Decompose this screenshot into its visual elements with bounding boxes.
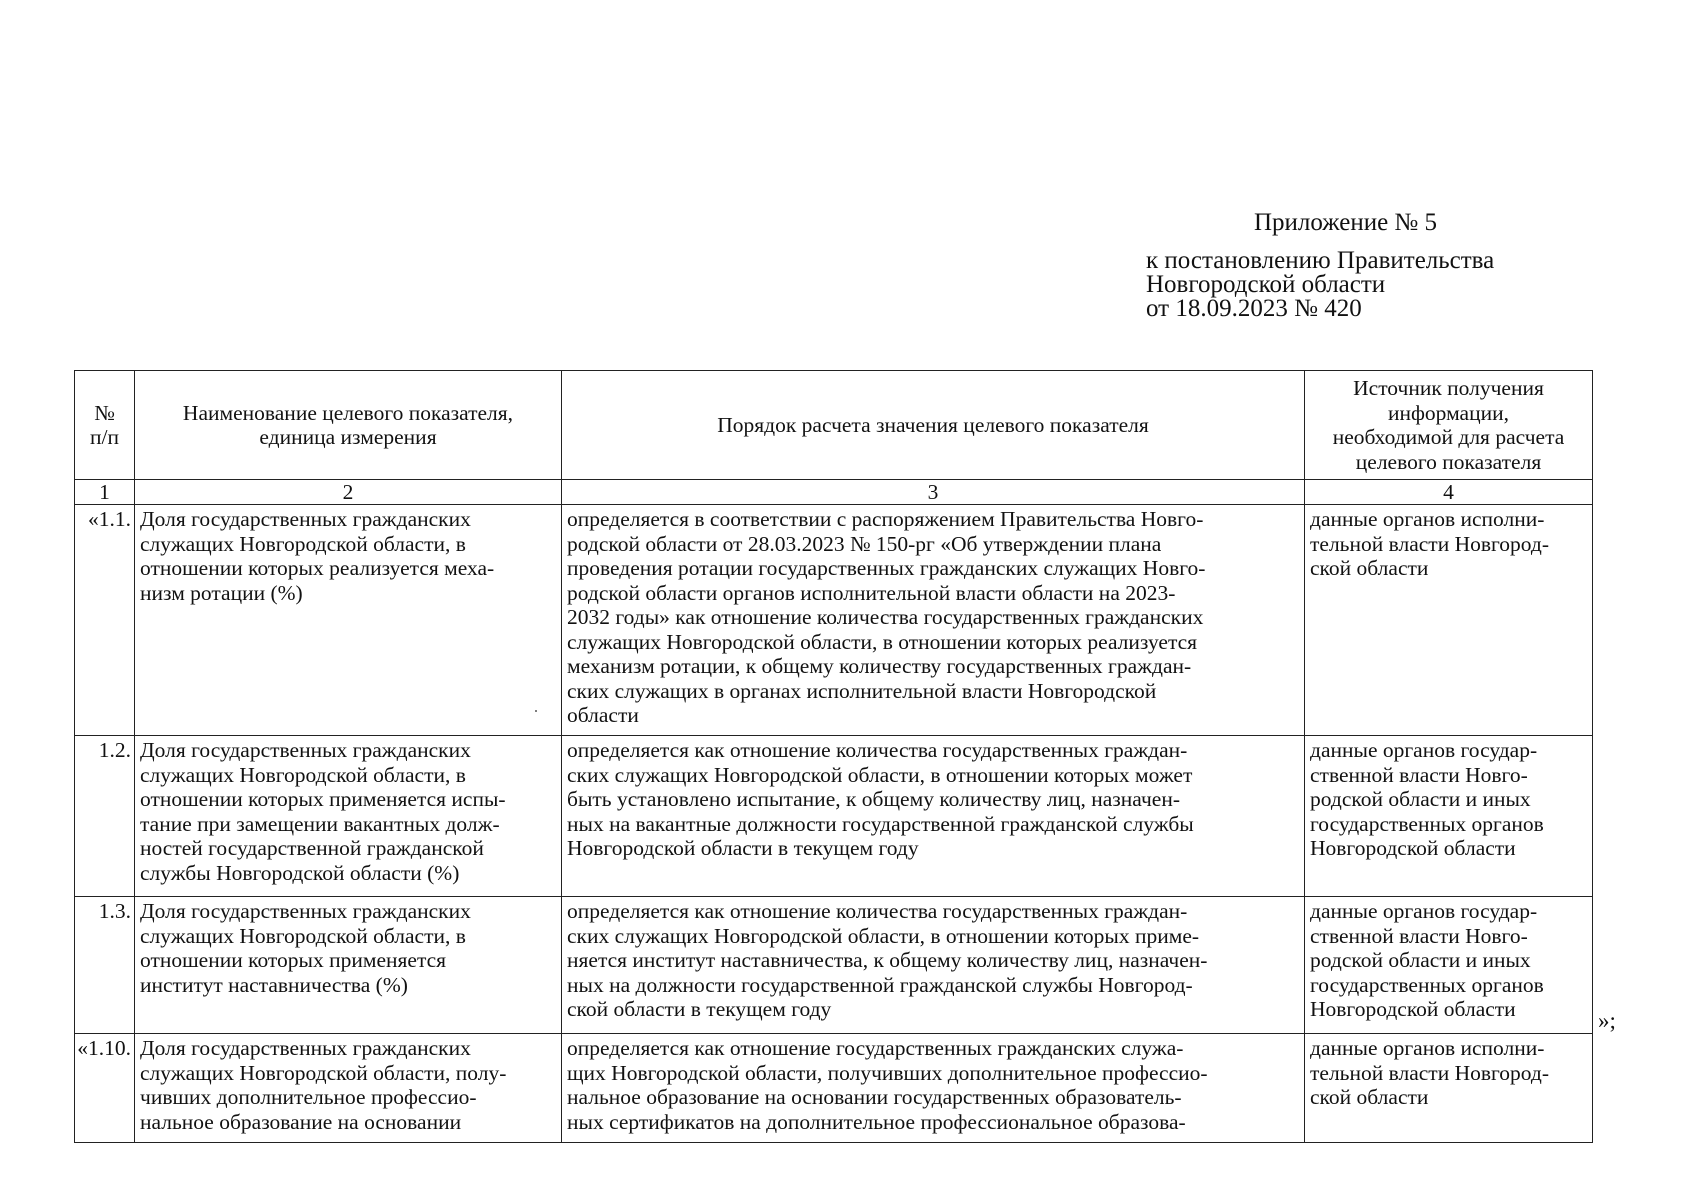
row-number: «1.10. <box>75 1034 135 1143</box>
column-header-indicator-name: Наименование целевого показателя, единица измерения <box>135 371 562 480</box>
column-number: 1 <box>75 480 135 505</box>
resolution-date-number: от 18.09.2023 № 420 <box>1146 295 1362 322</box>
table-row <box>75 505 1593 736</box>
column-number: 2 <box>135 480 562 505</box>
row-number: 1.3. <box>75 897 135 1034</box>
column-number: 4 <box>1305 480 1593 505</box>
scan-speck <box>535 710 537 712</box>
row-number: «1.1. <box>75 505 135 736</box>
region-name: Новгородской области <box>1146 271 1386 298</box>
information-source: данные органов государ- ственной власти Новго- родской области и иных государственных органов Новгородской области <box>1305 897 1593 1034</box>
indicator-name: Доля государственных гражданских служащих Новгородской области, в отношении которых применяется институт наставничества (%) <box>135 897 562 1034</box>
indicator-name: Доля государственных гражданских служащих Новгородской области, в отношении которых применяется испы- тание при замещении вакантных долж- ностей государственной гражданской службы Новгородской области (%) <box>135 736 562 897</box>
calculation-method: определяется как отношение государственных гражданских служа- щих Новгородской области, получивших дополнительное профессио- нальное образование на основании государственных образователь- ных сертификатов на дополнительное профессиональное образова- <box>562 1034 1305 1143</box>
column-header-number: № п/п <box>75 371 135 480</box>
appendix-title: Приложение № 5 <box>1254 209 1438 236</box>
indicator-name: Доля государственных гражданских служащих Новгородской области, в отношении которых реализуется меха- низм ротации (%) <box>135 505 562 736</box>
resolution-reference: к постановлению Правительства <box>1146 247 1495 274</box>
row-number: 1.2. <box>75 736 135 897</box>
indicator-name: Доля государственных гражданских служащих Новгородской области, полу- чивших дополнительное профессио- нальное образование на основании <box>135 1034 562 1143</box>
indicators-table <box>74 370 1593 1143</box>
column-header-calculation-method: Порядок расчета значения целевого показателя <box>562 371 1305 480</box>
closing-quote-mark: »; <box>1598 1008 1616 1033</box>
column-number: 3 <box>562 480 1305 505</box>
column-numbers-row <box>75 480 1593 505</box>
column-header-information-source: Источник получения информации, необходимой для расчета целевого показателя <box>1305 371 1593 480</box>
information-source: данные органов государ- ственной власти Новго- родской области и иных государственных органов Новгородской области <box>1305 736 1593 897</box>
table-row <box>75 1034 1593 1143</box>
information-source: данные органов исполни- тельной власти Новгород- ской области <box>1305 1034 1593 1143</box>
table-row <box>75 736 1593 897</box>
calculation-method: определяется в соответствии с распоряжением Правительства Новго- родской области от 28.03.2023 № 150-рг «Об утверждении плана проведения ротации государственных гражданских служащих Новго- родской области органов исполнительной власти области на 2023- 2032 годы» как отношение количества государственных гражданских служащих Новгородской области, в отношении которых реализуется механизм ротации, к общему количеству государственных граждан- ских служащих в органах исполнительной власти Новгородской области <box>562 505 1305 736</box>
calculation-method: определяется как отношение количества государственных граждан- ских служащих Новгородской области, в отношении которых может быть установлено испытание, к общему количеству лиц, назначен- ных на вакантные должности государственной гражданской службы Новгородской области в текущем году <box>562 736 1305 897</box>
calculation-method: определяется как отношение количества государственных граждан- ских служащих Новгородской области, в отношении которых приме- няется институт наставничества, к общему количеству лиц, назначен- ных на должности государственной гражданской службы Новгород- ской области в текущем году <box>562 897 1305 1034</box>
table-row <box>75 897 1593 1034</box>
table-header-row <box>75 371 1593 480</box>
information-source: данные органов исполни- тельной власти Новгород- ской области <box>1305 505 1593 736</box>
